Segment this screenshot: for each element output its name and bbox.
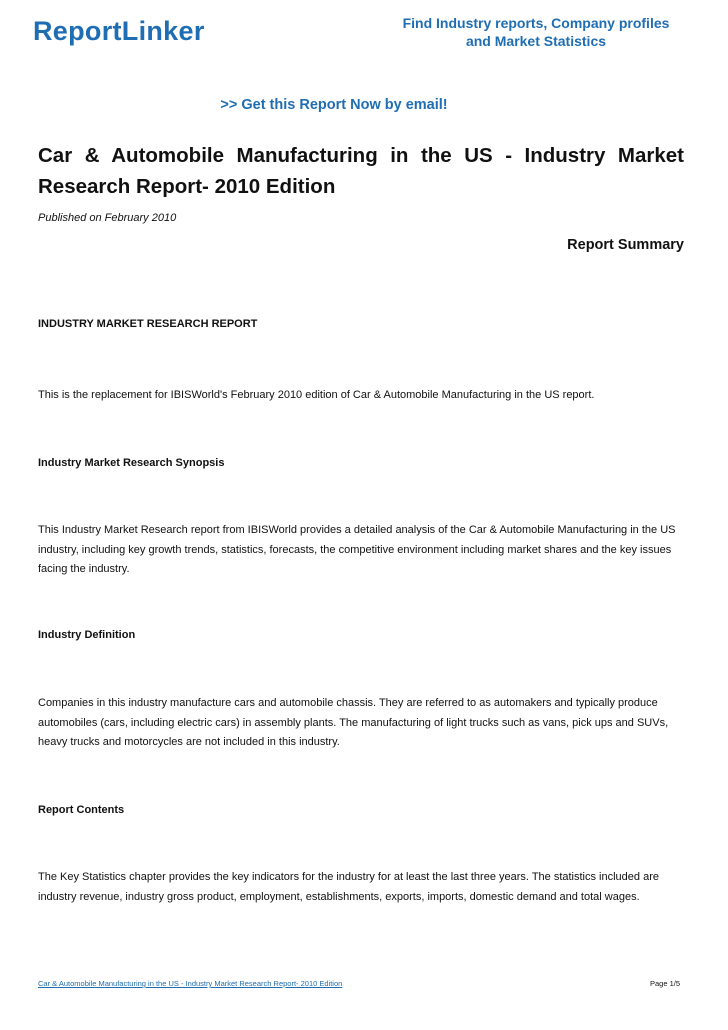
section-heading-industry-market-research-report: INDUSTRY MARKET RESEARCH REPORT xyxy=(38,318,258,330)
tagline-line-2: and Market Statistics xyxy=(465,33,607,49)
cta-text[interactable]: >> Get this Report Now by email! xyxy=(220,97,448,113)
tagline-line-1: Find Industry reports, Company profiles xyxy=(402,15,670,31)
report-summary-label: Report Summary xyxy=(567,237,684,253)
published-date: Published on February 2010 xyxy=(38,212,177,224)
section-text-replacement: This is the replacement for IBISWorld's February 2010 edition of Car & Automobile Manufacturing in the US report. xyxy=(38,389,595,401)
header-tagline xyxy=(364,14,708,50)
reportlinker-logo[interactable]: ReportLinker xyxy=(33,16,205,46)
section-text-report-contents: The Key Statistics chapter provides the key indicators for the industry for at least the last three years. The statistics included are industry revenue, industry gross product, employment, establishments, exports, imports, domestic demand and total wages. xyxy=(38,871,659,903)
report-title: Car & Automobile Manufacturing in the US - Industry Market Research Report- 2010 Edition xyxy=(38,144,684,198)
section-text-industry-definition: Companies in this industry manufacture cars and automobile chassis. They are referred to as automakers and typically produce automobiles (cars, including electric cars) in assembly plants. The manufacturing of light trucks such as vans, pick ups and SUVs, heavy trucks and motorcycles are not included in this industry. xyxy=(38,697,669,748)
page-number: Page 1/5 xyxy=(649,979,680,988)
section-text-synopsis: This Industry Market Research report from IBISWorld provides a detailed analysis of the Car & Automobile Manufacturing in the US industry, including key growth trends, statistics, forecasts, the competitive environment including market shares and the key issues facing the industry. xyxy=(38,524,676,575)
get-report-email-link[interactable] xyxy=(0,97,728,113)
section-heading-synopsis: Industry Market Research Synopsis xyxy=(38,457,225,469)
footer-report-link[interactable]: Car & Automobile Manufacturing in the US - Industry Market Research Report- 2010 Edition xyxy=(38,979,343,988)
section-heading-report-contents: Report Contents xyxy=(38,804,125,816)
section-heading-industry-definition: Industry Definition xyxy=(38,629,136,641)
